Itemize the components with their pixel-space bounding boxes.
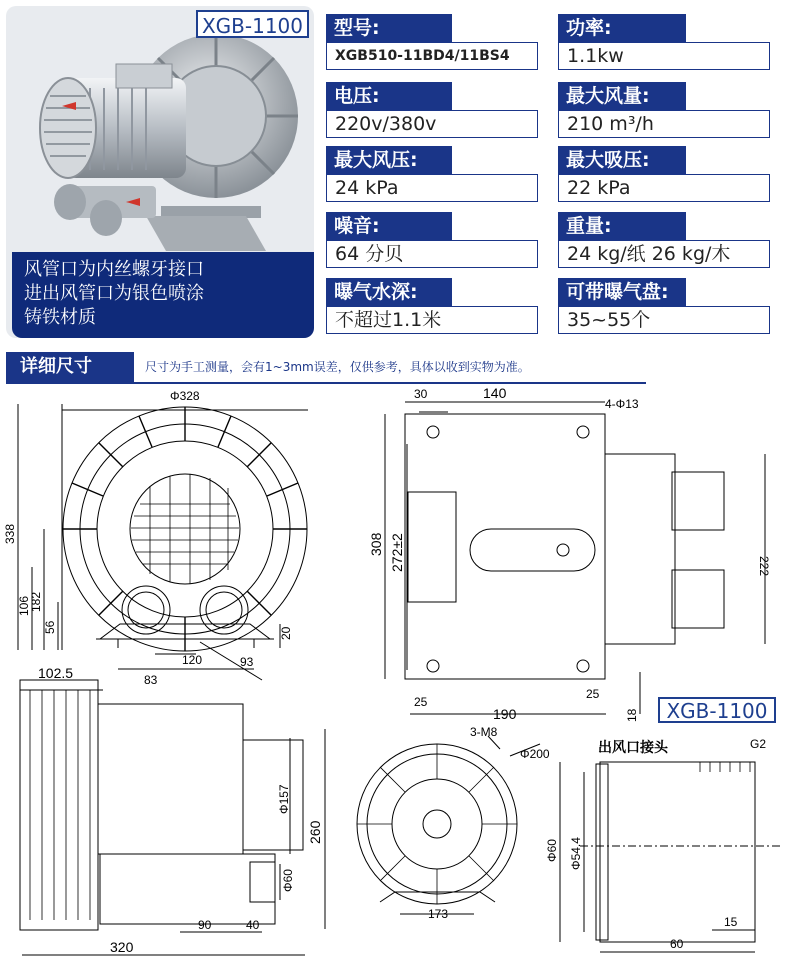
spec-value: 64 分贝	[326, 240, 538, 268]
spec-label: 噪音:	[326, 212, 452, 240]
dim-label: 4-Φ13	[605, 397, 639, 411]
spec-weight	[558, 212, 770, 270]
spec-label: 功率:	[558, 14, 686, 42]
dim-label: 102.5	[38, 665, 74, 681]
spec-value: 1.1kw	[558, 42, 770, 70]
blower-photo	[6, 6, 314, 256]
side-elevation-view	[20, 680, 325, 955]
spec-value: 24 kPa	[326, 174, 538, 202]
product-photo-panel	[6, 6, 314, 338]
dim-label: 93	[240, 655, 254, 669]
dimension-section-header	[0, 352, 650, 384]
product-description	[12, 252, 314, 338]
dim-label: 56	[43, 620, 57, 634]
spec-model	[326, 14, 538, 72]
dim-label: 20	[279, 626, 293, 640]
spec-label: 电压:	[326, 82, 452, 110]
dim-label: 222	[757, 556, 771, 577]
dim-label: 272±2	[389, 533, 405, 572]
spec-value: 210 m³/h	[558, 110, 770, 138]
dim-label: 320	[110, 939, 134, 955]
spec-aeration-discs	[558, 278, 770, 336]
dim-label: 83	[144, 673, 158, 687]
spec-aeration-depth	[326, 278, 538, 336]
model-tag: XGB-1100	[196, 10, 309, 38]
spec-label: 型号:	[326, 14, 452, 42]
dim-label: 40	[246, 918, 260, 932]
description-line: 风管口为内丝螺牙接口	[24, 259, 204, 280]
dim-label: 190	[493, 706, 517, 722]
spec-label: 重量:	[558, 212, 686, 240]
dim-label: 30	[414, 387, 428, 401]
spec-label: 最大吸压:	[558, 146, 686, 174]
description-line: 进出风管口为银色喷涂	[24, 283, 204, 304]
spec-value: 不超过1.1米	[326, 306, 538, 334]
front-view	[18, 404, 308, 680]
spec-max-pressure	[326, 146, 538, 204]
dim-label: Φ157	[277, 784, 291, 814]
spec-value: 22 kPa	[558, 174, 770, 202]
spec-power	[558, 14, 770, 72]
connector-title: 出风口接头	[598, 739, 668, 755]
dim-label: 140	[483, 385, 507, 401]
spec-max-suction	[558, 146, 770, 204]
spec-value: 220v/380v	[326, 110, 538, 138]
section-title: 详细尺寸	[6, 352, 134, 382]
dim-label: 60	[670, 937, 684, 951]
spec-value: XGB510-11BD4/11BS4	[326, 42, 538, 70]
dim-label: 308	[368, 532, 384, 556]
dim-label: 182	[29, 591, 43, 612]
dim-label: Φ200	[520, 747, 550, 761]
dim-label: 338	[3, 523, 17, 544]
spec-noise	[326, 212, 538, 270]
drawing-model-tag: XGB-1100	[658, 697, 776, 723]
dim-label: 3-M8	[470, 725, 498, 739]
spec-label: 曝气水深:	[326, 278, 452, 306]
dim-label: Φ328	[170, 389, 200, 403]
dimension-labels	[3, 385, 771, 955]
spec-value: 35~55个	[558, 306, 770, 334]
dim-label: 15	[724, 915, 738, 929]
connector-view	[560, 762, 780, 952]
spec-voltage	[326, 82, 538, 140]
spec-label: 最大风量:	[558, 82, 686, 110]
spec-label: 最大风压:	[326, 146, 452, 174]
dim-label: G2	[750, 737, 767, 751]
description-line: 铸铁材质	[24, 307, 96, 328]
side-view	[385, 402, 765, 714]
dim-label: 106	[17, 595, 31, 616]
dim-label: Φ54.4	[569, 837, 583, 870]
dim-label: 90	[198, 918, 212, 932]
dim-label: 173	[428, 907, 449, 921]
spec-value: 24 kg/纸 26 kg/木	[558, 240, 770, 268]
spec-max-airflow	[558, 82, 770, 140]
dim-label: 25	[414, 695, 428, 709]
dimension-drawing	[0, 384, 790, 969]
dim-label: 120	[182, 653, 203, 667]
dim-label: 18	[625, 708, 639, 722]
dim-label: Φ60	[281, 869, 295, 892]
spec-label: 可带曝气盘:	[558, 278, 686, 306]
product-header	[0, 0, 790, 345]
dim-label: 260	[307, 820, 323, 844]
dim-label: 25	[586, 687, 600, 701]
rear-view	[357, 736, 540, 914]
section-note: 尺寸为手工测量，会有1~3mm误差，仅供参考，具体以收到实物为准。	[145, 360, 530, 374]
dim-label: Φ60	[545, 839, 559, 862]
